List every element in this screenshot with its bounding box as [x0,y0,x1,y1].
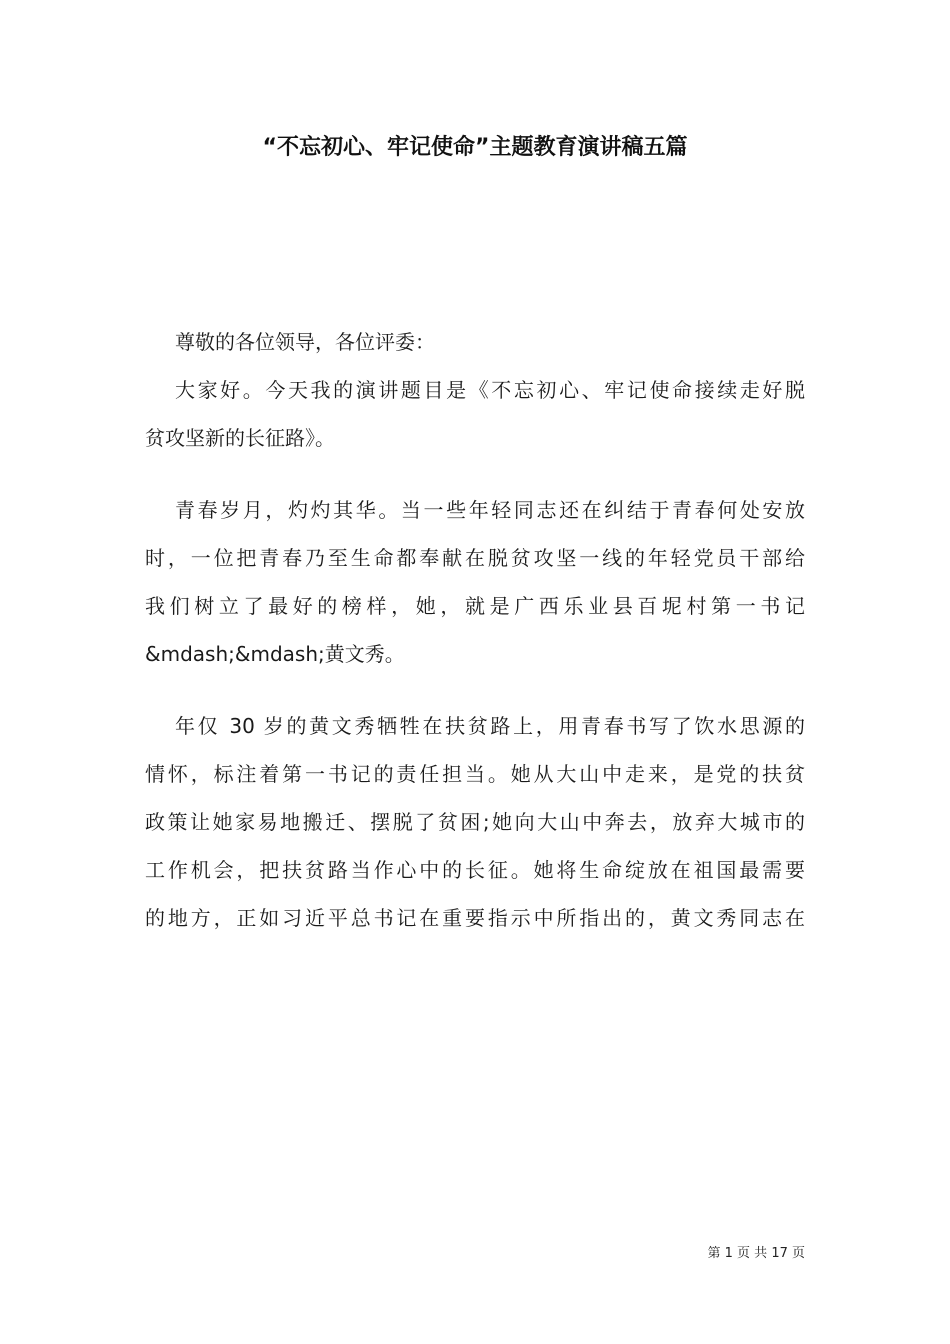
paragraph-line: 贫攻坚新的长征路》。 [145,426,335,450]
salutation: 尊敬的各位领导，各位评委： [175,330,435,354]
paragraph-line: 工作机会，把扶贫路当作心中的长征。她将生命绽放在祖国最需要 [145,858,805,882]
paragraph-line: 我们树立了最好的榜样，她，就是广西乐业县百坭村第一书记 [145,594,805,618]
document-title: “不忘初心、牢记使命”主题教育演讲稿五篇 [262,135,688,160]
paragraph-intro [145,366,805,462]
paragraph-line: 的地方，正如习近平总书记在重要指示中所指出的，黄文秀同志在 [145,906,805,930]
paragraph-line: 政策让她家易地搬迁、摆脱了贫困;她向大山中奔去，放弃大城市的 [145,810,805,834]
paragraph-line: 青春岁月，灼灼其华。当一些年轻同志还在纠结于青春何处安放 [175,498,805,522]
paragraph-line: 时，一位把青春乃至生命都奉献在脱贫攻坚一线的年轻党员干部给 [145,546,805,570]
page-number: 第 1 页 共 17 页 [707,1246,805,1261]
paragraph-youth [145,486,805,678]
paragraph-line: 大家好。今天我的演讲题目是《不忘初心、牢记使命接续走好脱 [175,378,805,402]
document-body [145,366,805,966]
paragraph-huang-wenxiu [145,702,805,942]
paragraph-line: &mdash;&mdash;黄文秀。 [145,642,405,666]
paragraph-line: 年仅 30 岁的黄文秀牺牲在扶贫路上，用青春书写了饮水思源的 [175,714,805,738]
paragraph-line: 情怀，标注着第一书记的责任担当。她从大山中走来，是党的扶贫 [145,762,805,786]
